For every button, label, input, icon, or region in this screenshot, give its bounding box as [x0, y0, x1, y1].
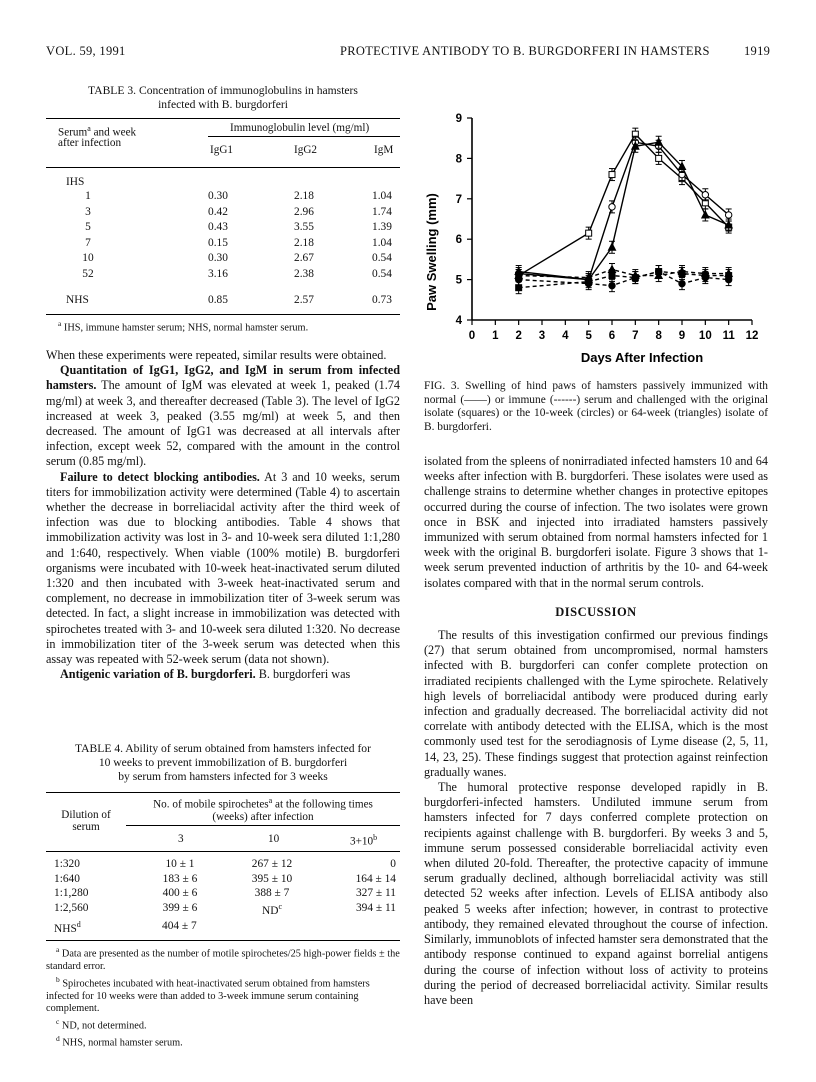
table4-footnote-c: $^c$ ND, not determined. — [56, 1016, 147, 1032]
table3-nhs-igg1: 0.85 — [208, 294, 228, 306]
table4-caption-line1: TABLE 4. Ability of serum obtained from hamsters infected for — [75, 742, 371, 755]
table3-week-cell: 5 — [85, 221, 91, 233]
chart-x-tick-label: 11 — [722, 330, 735, 342]
table3-stub-head-1: Serum$^a$ and week — [58, 124, 137, 139]
table4-week3-cell: 10 ± 1 — [165, 858, 195, 870]
left-column-text — [46, 348, 400, 682]
table3 — [46, 118, 400, 335]
table3-igg1-cell: 0.30 — [208, 252, 228, 264]
subheading-antigenic: Antigenic variation of B. burgdorferi. — [60, 667, 256, 682]
table4-footnotes — [46, 944, 400, 1050]
chart-y-tick-label: 6 — [455, 234, 462, 247]
subheading-blocking: Failure to detect blocking antibodies. — [60, 469, 260, 484]
chart-x-tick-label: 10 — [698, 330, 712, 342]
table4-week3-cell: 400 ± 6 — [162, 887, 198, 899]
chart-point-triangle — [608, 266, 615, 273]
chart-point-square — [586, 230, 592, 236]
table3-igg2-cell: 2.67 — [294, 252, 314, 264]
table3-col-igg2: IgG2 — [294, 144, 317, 156]
chart-x-tick-label: 5 — [585, 330, 592, 342]
table3-igm-cell: 1.74 — [372, 205, 392, 218]
table3-week-cell: 1 — [85, 190, 91, 202]
table4-week3plus10-cell: 394 ± 11 — [355, 901, 396, 914]
table3-igm-cell: 1.39 — [372, 221, 392, 233]
paragraph-discussion-1: The results of this investigation confirmed our previous findings (27) that serum obtained from uncompromised, normal hamsters infected with B. burgdorferi can confer complete protection on irradiated recipients challenged with the Lyme spirochete. Relatively high levels of borreliacidal antibody were produced during early infection and gradually decreased. The borreliacidal activity did not correlate with antibody detected with the ELISA, which is the most commonly used test for the serodiagnosis of Lyme disease (2, 5, 11, 14, 23, 25). These findings suggest that protection against reinfection gradually wanes. — [424, 628, 768, 779]
page-number: 1919 — [744, 44, 771, 58]
table4-week10-cell: $ND^c$ — [261, 901, 282, 917]
figure3-chart — [414, 100, 774, 368]
table3-col-igg1: IgG1 — [210, 144, 233, 156]
chart-x-tick-label: 2 — [515, 330, 522, 342]
chart-series-line — [519, 134, 729, 275]
table4-group-head: No. of mobile spirochetes$^a$ at the following times (weeks) after infection — [153, 796, 373, 823]
table3-igg1-cell: 0.15 — [208, 236, 228, 249]
table3-group-ihs: IHS — [66, 176, 85, 188]
table3-caption-line2: infected with B. burgdorferi — [158, 98, 288, 111]
table4-footnote-a: $^a$ Data are presented as the number of motile spirochetes/25 high-power fields ± the standard error. — [46, 945, 400, 973]
table3-group-head: Immunoglobulin level (mg/ml) — [230, 122, 370, 134]
table3-week-cell: 7 — [85, 236, 91, 249]
chart-x-tick-label: 6 — [608, 330, 616, 342]
table3-igm-cell: 1.04 — [372, 190, 392, 202]
chart-x-axis-label: Days After Infection — [580, 350, 704, 365]
table4-stub-head: Dilution of serum — [61, 809, 111, 833]
table4-footnote-d: $^d$ NHS, normal hamster serum. — [56, 1033, 183, 1049]
subheading-quantitation: Quantitation of IgG1, IgG2, and IgM in serum from infected hamsters. — [46, 363, 400, 393]
table4-week10-cell: 267 ± 12 — [251, 858, 293, 870]
chart-point-square — [609, 172, 615, 178]
chart-y-tick-label: 7 — [455, 193, 462, 206]
table4-caption — [46, 742, 400, 784]
chart-x-tick-label: 0 — [468, 330, 476, 342]
discussion-heading: DISCUSSION — [555, 604, 637, 619]
chart-y-tick-label: 4 — [455, 315, 462, 327]
paragraph-discussion-2: The humoral protective response developed rapidly in B. burgdorferi-infected hamsters. Undiluted immune serum from hamsters infected for 7 days conferred complete protection on recipients against challenge with B. burgdorferi. By weeks 3 and 5, immune serum possessed considerable borreliacidal activity even when diluted 20-fold. Thereafter, the protective capacity of immune serum gradually declined, although borreliacidal activity was still detected 52 weeks after infection. Levels of ELISA antibody also peaked 5 weeks after infection; however, in contrast to protective antibody, they remained elevated throughout the course of infection. Similarly, immunoblots of infected hamster sera demonstrated that the antibody response continued to expand against borrelial antigens during the course of infection without loss of activity to proteins during the period of decreased borreliacidal activity. Similar results have been — [424, 780, 768, 1007]
table3-nhs-label: NHS — [66, 294, 89, 306]
table4-week10-cell: 395 ± 10 — [251, 872, 293, 885]
table4-col-3plus10: $3+10^b$ — [350, 833, 378, 848]
paragraph-blocking: Failure to detect blocking antibodies. At 3 and 10 weeks, serum titers for immobilization activity were determined (Table 4) to ascertain whether the decrease in borreliacidal activity after the third week of infection was due to blocking antibodies. Table 4 shows that immobilization activity was lost in 3- and 10-week sera diluted 1:1,280 and 1:640, respectively. When viable (100% motile) B. burgdorferi organisms were incubated with 10-week heat-inactivated serum diluted 1:320 and then incubated with 3-week heat-inactivated serum and complement, no decrease in immobilization titer of 3-week serum was detected. In fact, a slight increase in immobilization was detected with spirochetes treated with 3- and 10-week sera diluted 1:320. No decrease in immobilization titer of the 3-week serum was detected when this assay was repeated with 52-week serum (data not shown). — [46, 469, 400, 667]
table3-caption — [46, 84, 400, 112]
table3-igm-cell: 1.04 — [372, 236, 392, 249]
table4-footnote-b: $^b$ Spirochetes incubated with heat-inactivated serum obtained from hamsters infected for 10 weeks were than added to 3-week immune serum containing complement. — [46, 974, 370, 1015]
table3-igm-cell: 0.54 — [372, 252, 392, 264]
table3-caption-line1: TABLE 3. Concentration of immunoglobulins in hamsters — [88, 84, 358, 97]
paragraph-isolates: isolated from the spleens of nonirradiated infected hamsters 10 and 64 weeks after infection with B. burgdorferi. These isolates were used as challenge strains to determine whether changes in protective epitopes occurred during the course of infection. The two isolates were grown once in BSK and injected into irradiated hamsters passively immunized with serum obtained from normal hamsters infected for 1 week with the original B. burgdorferi isolate. Figure 3 shows that 1-week serum prevented induction of arthritis by the 10- and 64-week isolates compared with that in the normal serum controls. — [424, 454, 768, 590]
chart-point-circle — [609, 282, 615, 288]
table4-dilution-cell: 1:1,280 — [54, 887, 89, 899]
table3-igg2-cell: 2.38 — [294, 267, 314, 280]
table4-dilution-cell: 1:2,560 — [54, 901, 89, 914]
table4-caption-line2: 10 weeks to prevent immobilization of B. burgdorferi — [98, 756, 348, 769]
chart-point-square — [656, 155, 662, 161]
right-column-text — [424, 454, 768, 1008]
running-head-volume: VOL. 59, 1991 — [46, 44, 126, 58]
paragraph-results-repeat: When these experiments were repeated, similar results were obtained. — [46, 348, 387, 362]
table3-col-igm: IgM — [374, 144, 394, 156]
chart-series-line — [519, 272, 729, 286]
table4-week10-cell: 388 ± 7 — [254, 887, 290, 899]
figure3-caption: FIG. 3. Swelling of hind paws of hamsters passively immunized with normal (——) or immune (------) serum and challenged with the original isolate (squares) or the 10-week (circles) or 64-week (triangles) isolate of B. burgdorferi. — [424, 380, 768, 433]
table4-week3plus10-cell: 0 — [390, 858, 396, 870]
running-head-title: PROTECTIVE ANTIBODY TO B. BURGDORFERI IN HAMSTERS — [340, 44, 710, 58]
chart-point-circle — [609, 204, 615, 210]
table3-week-cell: 3 — [85, 205, 91, 218]
chart-point-triangle — [655, 138, 662, 145]
chart-x-tick-label: 9 — [678, 330, 686, 342]
table4-col-10: 10 — [268, 833, 280, 845]
chart-series-line — [519, 142, 729, 279]
chart-series-line — [519, 142, 729, 279]
table4-nhs-value: 404 ± 7 — [162, 920, 197, 932]
chart-y-axis-label: Paw Swelling (mm) — [424, 193, 439, 311]
paragraph-antigenic: Antigenic variation of B. burgdorferi. B. burgdorferi was — [60, 667, 351, 682]
table3-footnote: $^a$ IHS, immune hamster serum; NHS, normal hamster serum. — [58, 319, 309, 334]
table4-caption-line3: by serum from hamsters infected for 3 weeks — [118, 770, 328, 783]
chart-x-tick-label: 7 — [632, 330, 639, 342]
chart-point-circle — [679, 280, 685, 286]
table4-week3plus10-cell: 164 ± 14 — [355, 872, 396, 885]
table4-week3-cell: 399 ± 6 — [162, 901, 198, 914]
table4-dilution-cell: 1:320 — [54, 858, 80, 870]
chart-y-tick-label: 9 — [455, 113, 462, 125]
paragraph-quantitation: Quantitation of IgG1, IgG2, and IgM in serum from infected hamsters. The amount of IgM was elevated at week 1, peaked (1.74 mg/ml) at week 3, and thereafter decreased (Table 3). The level of IgG2 increased at week 3, peaked (3.55 mg/ml) at week 5, and then decreased. The amount of IgG1 was decreased at all intervals after infection, except week 52, compared with the amount in the control serum (0.85 mg/ml). — [46, 363, 400, 469]
table3-nhs-igg2: 2.57 — [294, 294, 314, 306]
table3-igg2-cell: 2.18 — [294, 236, 314, 249]
chart-point-circle — [725, 212, 731, 218]
table4-nhs-label: NHS$^d$ — [54, 920, 81, 935]
table3-igg2-cell: 3.55 — [294, 221, 314, 233]
table3-igg2-cell: 2.18 — [294, 190, 314, 202]
chart-y-tick-label: 5 — [455, 274, 462, 287]
table4 — [46, 792, 400, 1050]
table3-igg1-cell: 0.43 — [208, 221, 228, 233]
table4-week3-cell: 183 ± 6 — [162, 872, 198, 885]
chart-x-tick-label: 3 — [538, 330, 546, 342]
table3-nhs-igm: 0.73 — [372, 294, 392, 306]
chart-x-tick-label: 8 — [655, 330, 662, 342]
table3-week-cell: 10 — [82, 252, 94, 264]
table3-week-cell: 52 — [82, 267, 94, 280]
table3-igg1-cell: 0.30 — [208, 190, 228, 202]
table4-week3plus10-cell: 327 ± 11 — [355, 887, 396, 899]
chart-point-circle — [702, 192, 708, 198]
chart-y-tick-label: 8 — [455, 153, 462, 166]
table4-dilution-cell: 1:640 — [54, 872, 80, 885]
chart-x-tick-label: 12 — [745, 330, 759, 342]
table4-col-3: 3 — [178, 833, 184, 845]
chart-point-triangle — [702, 211, 709, 218]
table3-igg2-cell: 2.96 — [294, 205, 314, 218]
table3-stub-head-2: after infection — [58, 137, 122, 149]
table3-igm-cell: 0.54 — [372, 267, 392, 280]
chart-x-tick-label: 1 — [492, 330, 499, 342]
chart-x-tick-label: 4 — [562, 330, 569, 342]
chart-point-triangle — [608, 243, 615, 250]
table3-igg1-cell: 3.16 — [208, 267, 228, 280]
table3-igg1-cell: 0.42 — [208, 205, 228, 218]
